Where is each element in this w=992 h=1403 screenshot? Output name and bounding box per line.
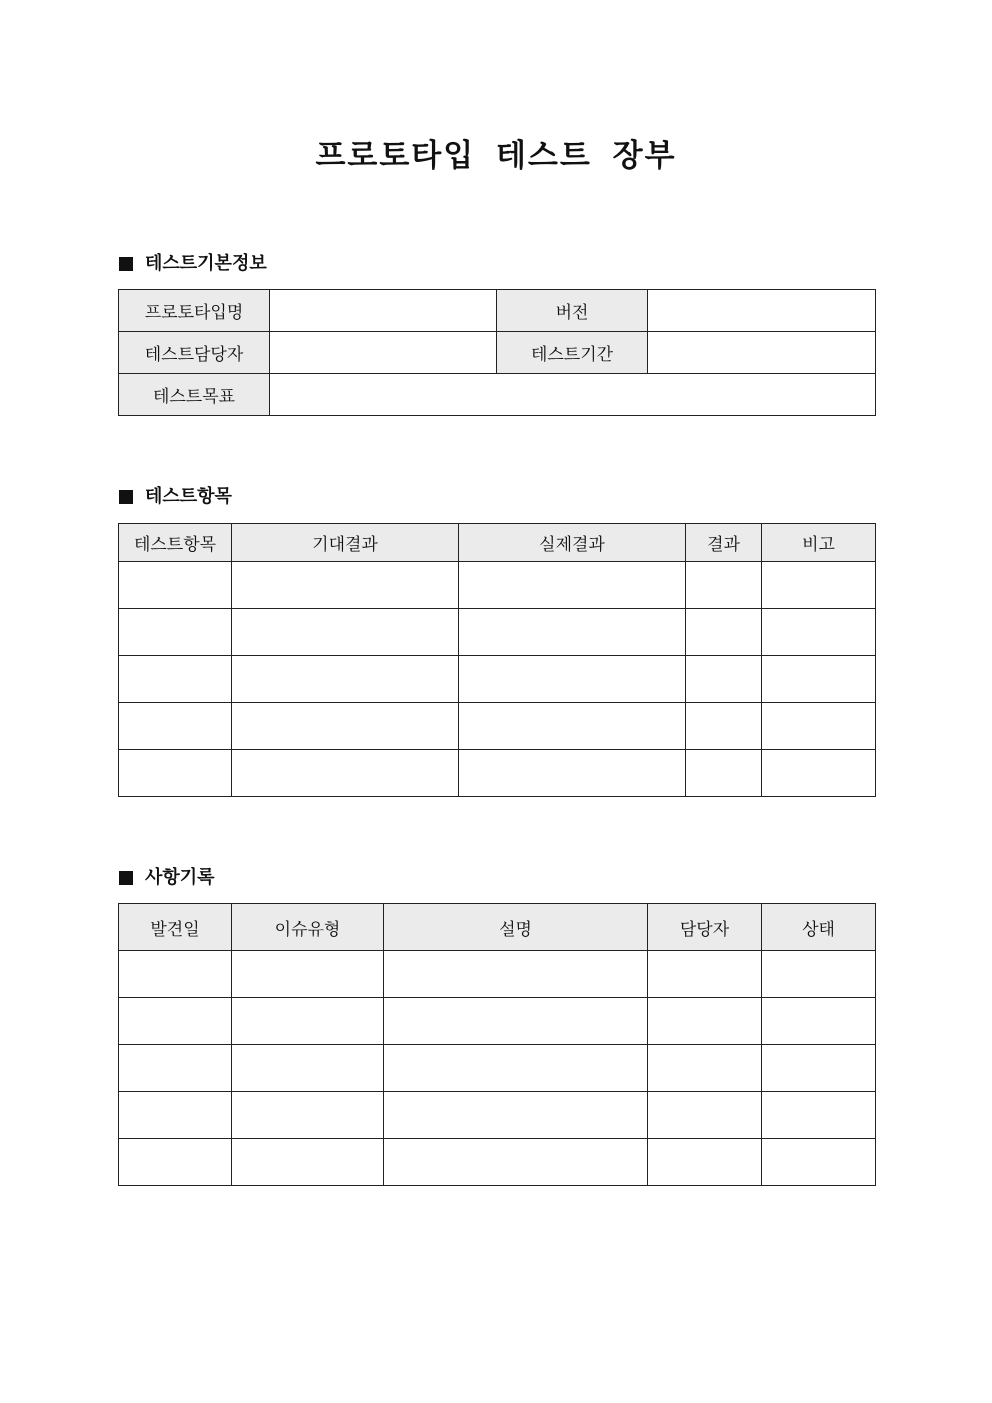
table-row (119, 1092, 876, 1139)
table-cell[interactable] (232, 609, 459, 656)
table-cell[interactable] (384, 998, 648, 1045)
table-cell[interactable] (762, 951, 876, 998)
tester-field[interactable] (270, 332, 497, 374)
table-row (119, 998, 876, 1045)
table-cell[interactable] (232, 951, 384, 998)
issue-log-table (118, 903, 876, 1186)
table-cell[interactable] (119, 1045, 232, 1092)
table-cell[interactable] (232, 703, 459, 750)
period-field[interactable] (648, 332, 876, 374)
table-cell[interactable] (648, 1092, 762, 1139)
table-row (119, 1139, 876, 1186)
table-cell[interactable] (459, 750, 686, 797)
table-cell[interactable] (119, 703, 232, 750)
table-cell[interactable] (686, 703, 762, 750)
column-header-found-date: 발견일 (119, 904, 232, 951)
table-cell[interactable] (119, 951, 232, 998)
table-row (119, 703, 876, 750)
column-header-note: 비고 (762, 524, 876, 562)
table-cell[interactable] (232, 656, 459, 703)
table-cell[interactable] (762, 750, 876, 797)
column-header-result: 결과 (686, 524, 762, 562)
table-cell[interactable] (762, 562, 876, 609)
table-cell[interactable] (119, 1139, 232, 1186)
table-cell[interactable] (459, 562, 686, 609)
square-bullet-icon (119, 257, 133, 271)
goal-label: 테스트목표 (119, 374, 270, 416)
table-row (119, 609, 876, 656)
column-header-description: 설명 (384, 904, 648, 951)
table-cell[interactable] (686, 750, 762, 797)
table-cell[interactable] (459, 703, 686, 750)
column-header-issue-type: 이슈유형 (232, 904, 384, 951)
table-cell[interactable] (686, 656, 762, 703)
column-header-status: 상태 (762, 904, 876, 951)
table-cell[interactable] (119, 998, 232, 1045)
table-cell[interactable] (232, 1092, 384, 1139)
column-header-expected-result: 기대결과 (232, 524, 459, 562)
table-row (119, 750, 876, 797)
basic-info-table (118, 289, 876, 416)
table-cell[interactable] (762, 703, 876, 750)
table-cell[interactable] (762, 998, 876, 1045)
square-bullet-icon (119, 490, 133, 504)
table-cell[interactable] (232, 1045, 384, 1092)
table-cell[interactable] (686, 562, 762, 609)
table-cell[interactable] (762, 609, 876, 656)
test-items-heading-text: 테스트항목 (145, 486, 232, 507)
table-cell[interactable] (232, 1139, 384, 1186)
table-cell[interactable] (384, 1092, 648, 1139)
table-cell[interactable] (762, 1139, 876, 1186)
table-cell[interactable] (384, 1139, 648, 1186)
table-cell[interactable] (119, 609, 232, 656)
test-items-heading (119, 485, 232, 509)
issue-log-heading-text: 사항기록 (145, 867, 215, 888)
table-header-row (119, 904, 876, 951)
table-cell[interactable] (762, 1045, 876, 1092)
square-bullet-icon (119, 871, 133, 885)
table-cell[interactable] (119, 1092, 232, 1139)
issue-log-heading (119, 866, 215, 890)
table-cell[interactable] (762, 656, 876, 703)
table-row (119, 951, 876, 998)
basic-info-heading-text: 테스트기본정보 (145, 253, 267, 274)
column-header-assignee: 담당자 (648, 904, 762, 951)
basic-info-heading (119, 252, 267, 276)
table-cell[interactable] (384, 951, 648, 998)
period-label: 테스트기간 (497, 332, 648, 374)
column-header-test-item: 테스트항목 (119, 524, 232, 562)
table-cell[interactable] (119, 656, 232, 703)
table-header-row (119, 524, 876, 562)
table-cell[interactable] (686, 609, 762, 656)
version-label: 버전 (497, 290, 648, 332)
prototype-name-field[interactable] (270, 290, 497, 332)
table-cell[interactable] (648, 1139, 762, 1186)
table-cell[interactable] (232, 998, 384, 1045)
prototype-name-label: 프로토타입명 (119, 290, 270, 332)
table-cell[interactable] (119, 750, 232, 797)
table-cell[interactable] (762, 1092, 876, 1139)
tester-label: 테스트담당자 (119, 332, 270, 374)
table-cell[interactable] (232, 750, 459, 797)
table-cell[interactable] (459, 609, 686, 656)
table-row (119, 1045, 876, 1092)
table-cell[interactable] (648, 1045, 762, 1092)
test-items-table (118, 523, 876, 797)
table-cell[interactable] (648, 951, 762, 998)
table-cell[interactable] (384, 1045, 648, 1092)
table-row (119, 656, 876, 703)
table-cell[interactable] (232, 562, 459, 609)
column-header-actual-result: 실제결과 (459, 524, 686, 562)
table-cell[interactable] (648, 998, 762, 1045)
version-field[interactable] (648, 290, 876, 332)
table-cell[interactable] (119, 562, 232, 609)
table-row (119, 562, 876, 609)
goal-field[interactable] (270, 374, 876, 416)
page-title: 프로토타입 테스트 장부 (315, 138, 677, 174)
table-cell[interactable] (459, 656, 686, 703)
